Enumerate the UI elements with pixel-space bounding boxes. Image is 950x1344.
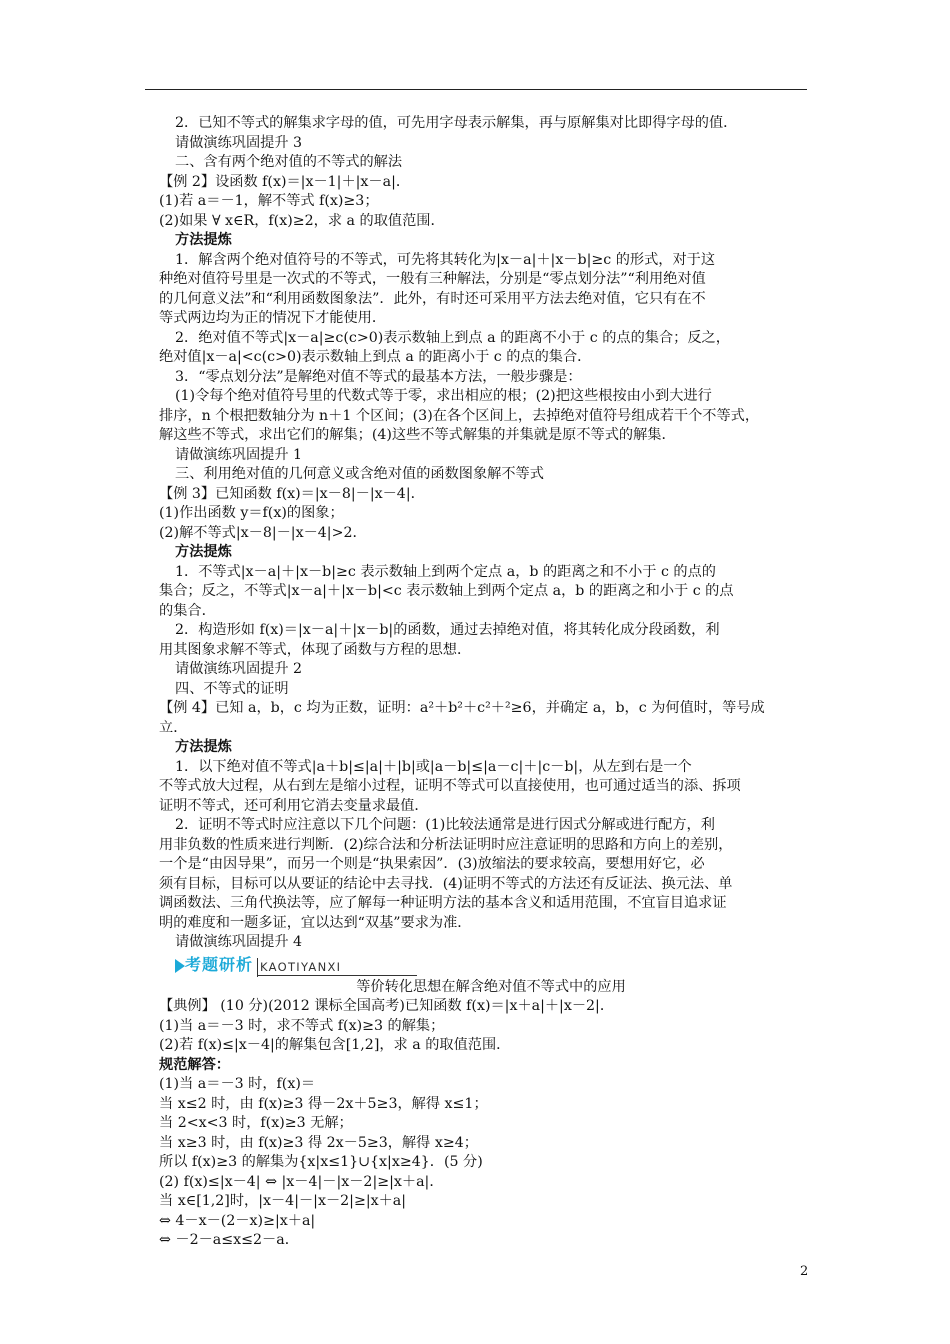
- text-line: (2) f(x)≤|x－4| ⇔ |x－4|－|x－2|≥|x＋a|．: [159, 1173, 444, 1190]
- section-heading: 三、利用绝对值的几何意义或含绝对值的函数图象解不等式: [175, 466, 544, 482]
- text-line: 立．: [159, 719, 188, 736]
- text-line: (2)若 f(x)≤|x－4|的解集包含[1,2]，求 a 的取值范围．: [159, 1037, 511, 1053]
- text-line: 当 x∈[1,2]时，|x－4|－|x－2|≥|x＋a|: [159, 1193, 407, 1209]
- page-number: 2: [800, 1264, 809, 1279]
- text-line: (2)解不等式|x－8|－|x－4|>2．: [159, 524, 367, 541]
- text-line: 用其图象求解不等式，体现了函数与方程的思想．: [159, 641, 472, 658]
- text-line: 请做演练巩固提升 1: [175, 446, 303, 463]
- section-heading: 四、不等式的证明: [175, 680, 289, 697]
- text-line: (1)当 a＝－3 时，求不等式 f(x)≥3 的解集；: [159, 1017, 445, 1034]
- method-heading: 方法提炼: [175, 739, 232, 755]
- section-heading: 二、含有两个绝对值的不等式的解法: [175, 154, 403, 170]
- text-line: 解这些不等式，求出它们的解集；(4)这些不等式解集的并集就是原不等式的解集．: [159, 427, 676, 443]
- example-heading: 【例 2】设函数 f(x)＝|x－1|＋|x－a|．: [159, 173, 411, 190]
- method-heading: 方法提炼: [175, 544, 232, 560]
- banner-underline: [257, 975, 417, 976]
- text-line: 2．已知不等式的解集求字母的值，可先用字母表示解集，再与原解集对比即得字母的值．: [175, 115, 738, 131]
- example-heading: 【例 3】已知函数 f(x)＝|x－8|－|x－4|．: [159, 485, 425, 502]
- text-line: 排序，n 个根把数轴分为 n＋1 个区间；(3)在各个区间上，去掉绝对值符号组成若干个不等式，: [159, 407, 760, 424]
- text-line: 当 x≥3 时，由 f(x)≥3 得 2x－5≥3，解得 x≥4；: [159, 1134, 478, 1151]
- text-line: 集合；反之，不等式|x－a|＋|x－b|<c 表示数轴上到两个定点 a，b 的距离之和小于 c 的点: [159, 583, 734, 599]
- text-line: (1)令每个绝对值符号里的代数式等于零，求出相应的根；(2)把这些根按由小到大进行: [175, 388, 712, 404]
- example-heading: 【典例】 (10 分)(2012 课标全国高考)已知函数 f(x)＝|x＋a|＋|x－2|．: [159, 998, 615, 1014]
- header-rule: [145, 89, 807, 90]
- text-line: 等式两边均为正的情况下才能使用．: [159, 310, 387, 326]
- arrow-icon: [175, 959, 185, 973]
- text-line: 绝对值|x－a|<c(c>0)表示数轴上到点 a 的距离小于 c 的点的集合．: [159, 349, 592, 365]
- text-line: 所以 f(x)≥3 的解集为{x|x≤1}∪{x|x≥4}．(5 分): [159, 1154, 483, 1170]
- text-line: 1．不等式|x－a|＋|x－b|≥c 表示数轴上到两个定点 a，b 的距离之和不小于 c 的点的: [175, 563, 716, 580]
- text-line: 用非负数的性质来进行判断．(2)综合法和分析法证明时应注意证明的思路和方向上的差别，: [159, 836, 733, 853]
- main-text: [159, 114, 807, 1251]
- text-line: 不等式放大过程，从右到左是缩小过程，证明不等式可以直接使用，也可通过适当的添、拆项: [159, 778, 741, 794]
- text-line: 的集合．: [159, 602, 216, 619]
- text-line: 请做演练巩固提升 4: [175, 934, 303, 950]
- text-line: 须有目标，目标可以从要证的结论中去寻找．(4)证明不等式的方法还有反证法、换元法、单: [159, 875, 733, 892]
- section-banner: [175, 955, 807, 977]
- text-line: 3．“零点划分法”是解绝对值不等式的最基本方法，一般步骤是：: [175, 368, 582, 385]
- text-line: (1)若 a＝－1，解不等式 f(x)≥3；: [159, 193, 379, 209]
- text-line: ⇔ 4－x－(2－x)≥|x＋a|: [159, 1212, 316, 1229]
- text-line: 证明不等式，还可利用它消去变量求最值．: [159, 797, 429, 814]
- text-line: 当 x≤2 时，由 f(x)≥3 得－2x＋5≥3，解得 x≤1；: [159, 1095, 488, 1112]
- text-line: (1)当 a＝－3 时，f(x)＝: [159, 1076, 316, 1092]
- text-line: 一个是“由因导果”，而另一个则是“执果索因”．(3)放缩法的要求较高，要想用好它，必: [159, 856, 705, 872]
- text-line: 1．解含两个绝对值符号的不等式，可先将其转化为|x－a|＋|x－b|≥c 的形式，对于这: [175, 251, 716, 268]
- text-line: (1)作出函数 y＝f(x)的图象；: [159, 505, 344, 521]
- text-line: 2．构造形如 f(x)＝|x－a|＋|x－b|的函数，通过去掉绝对值，将其转化成分段函数，利: [175, 622, 720, 638]
- text-line: 请做演练巩固提升 2: [175, 661, 303, 677]
- banner-subtitle: KAOTIYANXI: [257, 958, 341, 978]
- text-line: 1．以下绝对值不等式|a＋b|≤|a|＋|b|或|a－b|≤|a－c|＋|c－b|，从左到右是一个: [175, 758, 692, 775]
- solution-heading: 规范解答：: [159, 1056, 230, 1073]
- text-line: 2．绝对值不等式|x－a|≥c(c>0)表示数轴上到点 a 的距离不小于 c 的点的集合；反之，: [175, 329, 730, 346]
- banner-title: 考题研析: [185, 954, 254, 974]
- text-line: 调函数法、三角代换法等，应了解每一种证明方法的基本含义和适用范围，不宜盲目追求证: [159, 895, 727, 911]
- text-line: (2)如果 ∀ x∈R，f(x)≥2，求 a 的取值范围．: [159, 212, 445, 229]
- text-line: 当 2<x<3 时，f(x)≥3 无解；: [159, 1115, 353, 1131]
- topic-title: 等价转化思想在解含绝对值不等式中的应用: [356, 978, 626, 995]
- example-heading: 【例 4】已知 a，b，c 均为正数，证明：a²＋b²＋c²＋²≥6，并确定 a，b，c 为何值时，等号成: [159, 700, 765, 716]
- text-line: 2．证明不等式时应注意以下几个问题：(1)比较法通常是进行因式分解或进行配方，利: [175, 817, 715, 833]
- text-line: 明的难度和一题多证，宜以达到“双基”要求为准．: [159, 914, 472, 931]
- text-line: 的几何意义法”和“利用函数图象法”．此外，有时还可采用平方法去绝对值，它只有在不: [159, 290, 706, 307]
- method-heading: 方法提炼: [175, 232, 232, 248]
- text-line: 请做演练巩固提升 3: [175, 134, 303, 151]
- text-line: 种绝对值符号里是一次式的不等式，一般有三种解法，分别是“零点划分法”“利用绝对值: [159, 271, 706, 287]
- text-line: ⇔ －2－a≤x≤2－a．: [159, 1232, 299, 1248]
